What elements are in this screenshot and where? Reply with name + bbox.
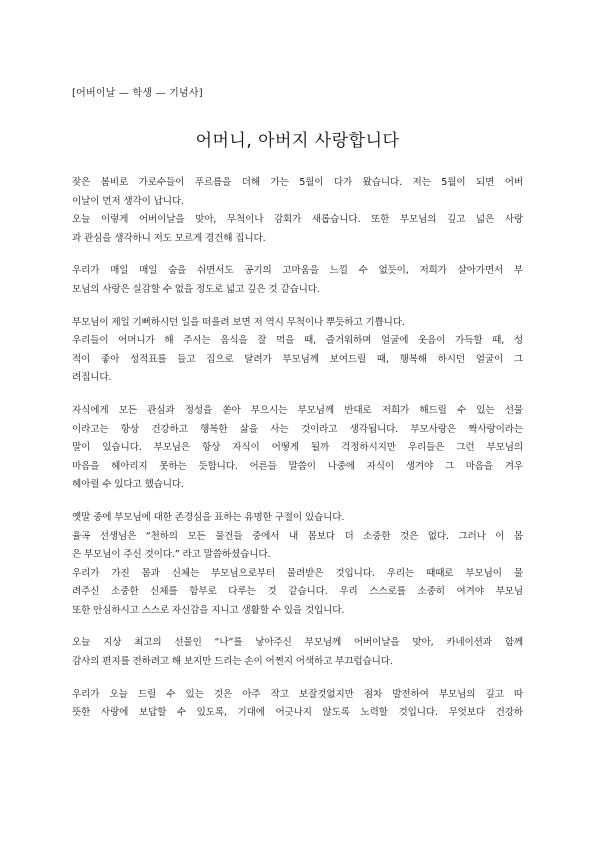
body-line: 헤아릴 수 있다고 했습니다. <box>72 479 184 491</box>
body-paragraph <box>72 509 523 621</box>
body-line: 우리가 오늘 드릴 수 있는 것은 아주 작고 보잘것없지만 점차 발전하여 부모님의 깊고 따 <box>72 688 523 700</box>
body-line: 말이 있습니다. 부모님은 항상 자식이 어떻게 될까 걱정하시지만 우리들은 그런 부모님의 <box>72 442 523 454</box>
body-line: 과 관심을 생각하니 저도 모르게 경건해 집니다. <box>72 232 266 244</box>
body-line: 뜻한 사랑에 보답할 수 있도록, 기대에 어긋나지 않도록 노력할 것입니다. 무엇보다 건강하 <box>72 707 523 719</box>
body-line: 이라고는 항상 건강하고 행복한 삶을 사는 것이라고 생각됩니다. 부모사랑은 짝사랑이라는 <box>72 423 523 435</box>
body-line: 려집니다. <box>72 372 112 384</box>
document-body <box>72 174 523 737</box>
body-line: 은 부모님이 주신 것이다.” 라고 말씀하셨습니다. <box>72 549 271 561</box>
body-line: 오늘 지상 최고의 선물인 “나”를 낳아주신 부모님께 어버이날을 맞아, 카네이션과 함께 <box>72 637 523 649</box>
body-line: 잦은 봄비로 가로수들이 푸르름을 더해 가는 5월이 다가 왔습니다. 저는 5월이 되면 어버 <box>72 177 523 188</box>
body-line: 부모님이 제일 기뻐하시던 일을 떠올려 보면 저 역시 무척이나 뿌듯하고 기쁩니다. <box>72 316 405 328</box>
body-line: 자식에게 모든 관심과 정성을 쏟아 부으시는 부모님께 반대로 저희가 해드릴 수 있는 선물 <box>72 404 523 416</box>
document-category-tag: [어버이날 — 학생 — 기념사] <box>72 88 203 99</box>
body-line: 이날이 먼저 생각이 납니다. <box>72 195 184 207</box>
document-title: 어머니, 아버지 사랑합니다 <box>195 131 400 151</box>
body-line: 감사의 편지를 전하려고 해 보지만 드리는 손이 어쩐지 어색하고 부끄럽습니다. <box>72 656 393 668</box>
body-paragraph <box>72 686 523 723</box>
body-line: 또한 안심하시고 스스로 자신감을 지니고 생활할 수 있을 것입니다. <box>72 604 345 616</box>
body-paragraph <box>72 402 523 495</box>
body-line: 옛말 중에 부모님에 대한 존경심을 표하는 유명한 구절이 있습니다. <box>72 511 345 523</box>
body-line: 우리가 가진 몸과 신체는 부모님으로부터 물려받은 것입니다. 우리는 때때로 부모님이 물 <box>72 567 523 579</box>
body-line: 율곡 선생님은 “천하의 모든 물건들 중에서 내 몸보다 더 소중한 것은 없다. 그러나 이 몸 <box>72 530 523 542</box>
body-paragraph <box>72 314 523 388</box>
body-line: 오늘 이렇게 어버이날을 맞아, 무척이나 감회가 새롭습니다. 또한 부모님의 깊고 넓은 사랑 <box>72 214 523 226</box>
body-line: 마음을 헤아리지 못하는 듯합니다. 어른들 말씀이 나중에 자식이 생겨야 그 마음을 겨우 <box>72 460 523 472</box>
body-line: 모님의 사랑은 실감할 수 없을 정도로 넓고 깊은 것 같습니다. <box>72 283 320 295</box>
body-paragraph <box>72 262 523 299</box>
body-line: 우리가 매일 매일 숨을 쉬면서도 공기의 고마움을 느낄 수 없듯이, 저희가 살아가면서 부 <box>72 265 523 277</box>
body-paragraph <box>72 634 523 671</box>
body-line: 려주신 소중한 신체를 함부로 다루는 것 같습니다. 우리 스스로를 소중히 여겨야 부모님 <box>72 586 523 598</box>
body-line: 적이 좋아 성적표를 들고 집으로 달려가 부모님께 보여드릴 때, 행복해 하시던 얼굴이 그 <box>72 353 523 365</box>
body-paragraph <box>72 174 523 248</box>
body-line: 우리들이 어머니가 해 주시는 음식을 잘 먹을 때, 즐거워하며 얼굴에 웃음이 가득할 때, 성 <box>72 335 523 347</box>
